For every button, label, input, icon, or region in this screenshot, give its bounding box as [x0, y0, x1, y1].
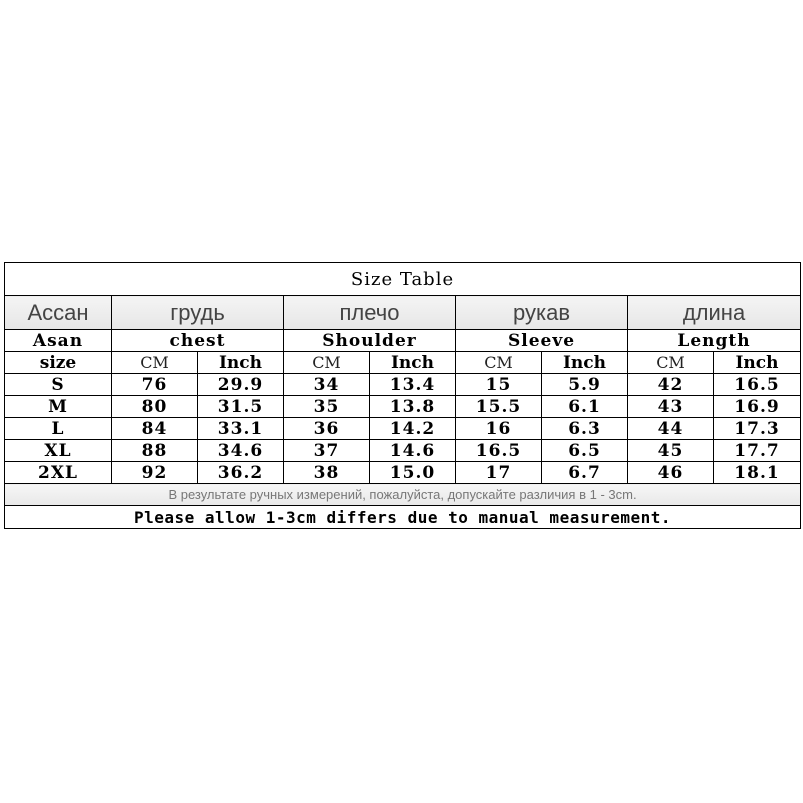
sleeve-cm-cell: 15.5: [456, 396, 542, 418]
ru-header-shoulder: плечо: [284, 296, 456, 330]
sleeve-cm-cell: 16.5: [456, 440, 542, 462]
chest-inch-cell: 34.6: [198, 440, 284, 462]
english-note-row: [5, 506, 801, 529]
length-cm-cell: 45: [628, 440, 714, 462]
table-title: Size Table: [5, 263, 801, 296]
unit-inch: Inch: [198, 352, 284, 374]
chest-cm-cell: 80: [112, 396, 198, 418]
size-cell: M: [5, 396, 112, 418]
length-cm-cell: 42: [628, 374, 714, 396]
english-note: Please allow 1-3cm differs due to manual measurement.: [5, 506, 801, 529]
table-row: [5, 396, 801, 418]
unit-cm: CM: [628, 352, 714, 374]
shoulder-cm-cell: 36: [284, 418, 370, 440]
ru-header-length: длина: [628, 296, 801, 330]
unit-inch: Inch: [370, 352, 456, 374]
russian-note: В результате ручных измерений, пожалуйста, допускайте различия в 1 - 3cm.: [5, 484, 801, 506]
shoulder-cm-cell: 35: [284, 396, 370, 418]
shoulder-cm-cell: 34: [284, 374, 370, 396]
en-header-chest: chest: [112, 330, 284, 352]
table-row: [5, 374, 801, 396]
size-table: [4, 262, 801, 529]
title-row: [5, 263, 801, 296]
length-cm-cell: 43: [628, 396, 714, 418]
en-header-shoulder: Shoulder: [284, 330, 456, 352]
shoulder-cm-cell: 38: [284, 462, 370, 484]
ru-header-chest: грудь: [112, 296, 284, 330]
shoulder-cm-cell: 37: [284, 440, 370, 462]
en-header-length: Length: [628, 330, 801, 352]
unit-cm: CM: [456, 352, 542, 374]
length-cm-cell: 44: [628, 418, 714, 440]
sleeve-cm-cell: 16: [456, 418, 542, 440]
sleeve-cm-cell: 15: [456, 374, 542, 396]
length-inch-cell: 16.9: [714, 396, 801, 418]
unit-row: [5, 352, 801, 374]
shoulder-inch-cell: 15.0: [370, 462, 456, 484]
sleeve-cm-cell: 17: [456, 462, 542, 484]
table-row: [5, 440, 801, 462]
chest-cm-cell: 76: [112, 374, 198, 396]
unit-size-label: size: [5, 352, 112, 374]
chest-cm-cell: 84: [112, 418, 198, 440]
unit-inch: Inch: [714, 352, 801, 374]
english-header-row: [5, 330, 801, 352]
shoulder-inch-cell: 14.2: [370, 418, 456, 440]
unit-cm: CM: [112, 352, 198, 374]
chest-inch-cell: 29.9: [198, 374, 284, 396]
length-inch-cell: 16.5: [714, 374, 801, 396]
shoulder-inch-cell: 14.6: [370, 440, 456, 462]
chest-cm-cell: 88: [112, 440, 198, 462]
table-row: [5, 418, 801, 440]
en-header-sleeve: Sleeve: [456, 330, 628, 352]
shoulder-inch-cell: 13.8: [370, 396, 456, 418]
size-table-sheet: [4, 262, 800, 529]
sleeve-inch-cell: 5.9: [542, 374, 628, 396]
length-cm-cell: 46: [628, 462, 714, 484]
ru-header-sleeve: рукав: [456, 296, 628, 330]
sleeve-inch-cell: 6.1: [542, 396, 628, 418]
russian-note-row: [5, 484, 801, 506]
sleeve-inch-cell: 6.3: [542, 418, 628, 440]
length-inch-cell: 17.7: [714, 440, 801, 462]
chest-inch-cell: 33.1: [198, 418, 284, 440]
size-cell: 2XL: [5, 462, 112, 484]
russian-header-row: [5, 296, 801, 330]
unit-inch: Inch: [542, 352, 628, 374]
size-cell: XL: [5, 440, 112, 462]
chest-cm-cell: 92: [112, 462, 198, 484]
ru-header-size: Асcан: [5, 296, 112, 330]
chest-inch-cell: 36.2: [198, 462, 284, 484]
sleeve-inch-cell: 6.7: [542, 462, 628, 484]
unit-cm: CM: [284, 352, 370, 374]
length-inch-cell: 18.1: [714, 462, 801, 484]
size-cell: L: [5, 418, 112, 440]
table-row: [5, 462, 801, 484]
chest-inch-cell: 31.5: [198, 396, 284, 418]
length-inch-cell: 17.3: [714, 418, 801, 440]
size-cell: S: [5, 374, 112, 396]
en-header-size: Asan: [5, 330, 112, 352]
sleeve-inch-cell: 6.5: [542, 440, 628, 462]
shoulder-inch-cell: 13.4: [370, 374, 456, 396]
